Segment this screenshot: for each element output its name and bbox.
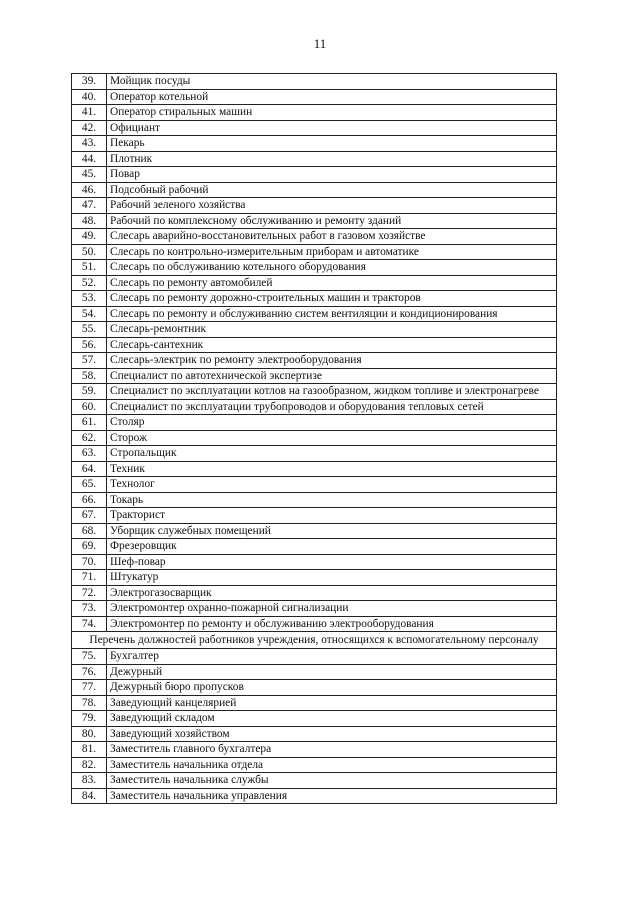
- table-row: [72, 446, 557, 462]
- table-row: [72, 757, 557, 773]
- table-row: [72, 399, 557, 415]
- position-title: Специалист по эксплуатации трубопроводов и оборудования тепловых сетей: [107, 399, 557, 415]
- position-title: Токарь: [107, 492, 557, 508]
- row-number: 60.: [72, 399, 107, 415]
- table-row: [72, 601, 557, 617]
- row-number: 58.: [72, 368, 107, 384]
- position-title: Пекарь: [107, 136, 557, 152]
- row-number: 69.: [72, 539, 107, 555]
- position-title: Тракторист: [107, 508, 557, 524]
- table-row: [72, 322, 557, 338]
- table-row: [72, 695, 557, 711]
- position-title: Слесарь-электрик по ремонту электрооборудования: [107, 353, 557, 369]
- table-row: [72, 337, 557, 353]
- position-title: Оператор стиральных машин: [107, 105, 557, 121]
- row-number: 75.: [72, 649, 107, 665]
- position-title: Слесарь по ремонту автомобилей: [107, 275, 557, 291]
- row-number: 71.: [72, 570, 107, 586]
- table-row: [72, 244, 557, 260]
- row-number: 76.: [72, 664, 107, 680]
- position-title: Заведующий канцелярией: [107, 695, 557, 711]
- table-row: [72, 726, 557, 742]
- section-heading: Перечень должностей работников учреждения, относящихся к вспомогательному персоналу: [72, 632, 557, 649]
- table-row: [72, 275, 557, 291]
- table-row: [72, 742, 557, 758]
- position-title: Техник: [107, 461, 557, 477]
- row-number: 80.: [72, 726, 107, 742]
- table-row: [72, 306, 557, 322]
- position-title: Заместитель начальника службы: [107, 773, 557, 789]
- table-row: [72, 711, 557, 727]
- table-row: [72, 74, 557, 90]
- section-heading-row: [72, 632, 557, 649]
- position-title: Столяр: [107, 415, 557, 431]
- table-row: [72, 554, 557, 570]
- table-row: [72, 368, 557, 384]
- table-row: [72, 353, 557, 369]
- position-title: Технолог: [107, 477, 557, 493]
- position-title: Электромонтер охранно-пожарной сигнализации: [107, 601, 557, 617]
- table-row: [72, 649, 557, 665]
- row-number: 54.: [72, 306, 107, 322]
- row-number: 70.: [72, 554, 107, 570]
- row-number: 45.: [72, 167, 107, 183]
- position-title: Стропальщик: [107, 446, 557, 462]
- row-number: 83.: [72, 773, 107, 789]
- table-row: [72, 384, 557, 400]
- row-number: 77.: [72, 680, 107, 696]
- table-row: [72, 492, 557, 508]
- table-row: [72, 508, 557, 524]
- table-row: [72, 539, 557, 555]
- table-row: [72, 151, 557, 167]
- position-title: Заместитель начальника управления: [107, 788, 557, 804]
- position-title: Рабочий зеленого хозяйства: [107, 198, 557, 214]
- table-row: [72, 664, 557, 680]
- row-number: 48.: [72, 213, 107, 229]
- table-row: [72, 167, 557, 183]
- position-title: Уборщик служебных помещений: [107, 523, 557, 539]
- row-number: 64.: [72, 461, 107, 477]
- position-title: Специалист по автотехнической экспертизе: [107, 368, 557, 384]
- row-number: 74.: [72, 616, 107, 632]
- table-row: [72, 570, 557, 586]
- row-number: 55.: [72, 322, 107, 338]
- table-row: [72, 291, 557, 307]
- table-row: [72, 477, 557, 493]
- table-row: [72, 120, 557, 136]
- row-number: 62.: [72, 430, 107, 446]
- table-row: [72, 260, 557, 276]
- position-title: Фрезеровщик: [107, 539, 557, 555]
- row-number: 79.: [72, 711, 107, 727]
- table-row: [72, 680, 557, 696]
- position-title: Электромонтер по ремонту и обслуживанию электрооборудования: [107, 616, 557, 632]
- position-title: Штукатур: [107, 570, 557, 586]
- position-title: Сторож: [107, 430, 557, 446]
- table-row: [72, 461, 557, 477]
- table-row: [72, 213, 557, 229]
- position-title: Слесарь по ремонту дорожно-строительных машин и тракторов: [107, 291, 557, 307]
- position-title: Бухгалтер: [107, 649, 557, 665]
- row-number: 67.: [72, 508, 107, 524]
- row-number: 46.: [72, 182, 107, 198]
- position-title: Слесарь аварийно-восстановительных работ в газовом хозяйстве: [107, 229, 557, 245]
- positions-list-main: [72, 74, 557, 632]
- row-number: 81.: [72, 742, 107, 758]
- position-title: Слесарь-ремонтник: [107, 322, 557, 338]
- row-number: 61.: [72, 415, 107, 431]
- position-title: Слесарь по ремонту и обслуживанию систем вентиляции и кондиционирования: [107, 306, 557, 322]
- row-number: 49.: [72, 229, 107, 245]
- position-title: Рабочий по комплексному обслуживанию и ремонту зданий: [107, 213, 557, 229]
- position-title: Слесарь-сантехник: [107, 337, 557, 353]
- position-title: Дежурный бюро пропусков: [107, 680, 557, 696]
- table-row: [72, 182, 557, 198]
- table-row: [72, 585, 557, 601]
- position-title: Плотник: [107, 151, 557, 167]
- row-number: 78.: [72, 695, 107, 711]
- table-row: [72, 198, 557, 214]
- row-number: 41.: [72, 105, 107, 121]
- table-row: [72, 788, 557, 804]
- table-row: [72, 105, 557, 121]
- position-title: Слесарь по контрольно-измерительным приборам и автоматике: [107, 244, 557, 260]
- row-number: 47.: [72, 198, 107, 214]
- table-row: [72, 430, 557, 446]
- row-number: 72.: [72, 585, 107, 601]
- table-row: [72, 89, 557, 105]
- page-number: 11: [313, 36, 327, 51]
- position-title: Электрогазосварщик: [107, 585, 557, 601]
- position-title: Заместитель главного бухгалтера: [107, 742, 557, 758]
- row-number: 57.: [72, 353, 107, 369]
- row-number: 43.: [72, 136, 107, 152]
- row-number: 65.: [72, 477, 107, 493]
- position-title: Подсобный рабочий: [107, 182, 557, 198]
- position-title: Официант: [107, 120, 557, 136]
- position-title: Мойщик посуды: [107, 74, 557, 90]
- position-title: Шеф-повар: [107, 554, 557, 570]
- position-title: Повар: [107, 167, 557, 183]
- positions-list-auxiliary: [72, 649, 557, 804]
- table-row: [72, 616, 557, 632]
- table-row: [72, 136, 557, 152]
- row-number: 66.: [72, 492, 107, 508]
- row-number: 56.: [72, 337, 107, 353]
- position-title: Дежурный: [107, 664, 557, 680]
- position-title: Оператор котельной: [107, 89, 557, 105]
- row-number: 63.: [72, 446, 107, 462]
- table-row: [72, 523, 557, 539]
- row-number: 40.: [72, 89, 107, 105]
- row-number: 50.: [72, 244, 107, 260]
- row-number: 59.: [72, 384, 107, 400]
- table-row: [72, 773, 557, 789]
- position-title: Специалист по эксплуатации котлов на газообразном, жидком топливе и электронагреве: [107, 384, 557, 400]
- section-heading-group: [72, 632, 557, 649]
- row-number: 68.: [72, 523, 107, 539]
- position-title: Заведующий складом: [107, 711, 557, 727]
- row-number: 44.: [72, 151, 107, 167]
- row-number: 53.: [72, 291, 107, 307]
- position-title: Заведующий хозяйством: [107, 726, 557, 742]
- row-number: 52.: [72, 275, 107, 291]
- row-number: 73.: [72, 601, 107, 617]
- row-number: 42.: [72, 120, 107, 136]
- positions-table: [71, 73, 557, 804]
- table-row: [72, 415, 557, 431]
- row-number: 39.: [72, 74, 107, 90]
- table-row: [72, 229, 557, 245]
- position-title: Заместитель начальника отдела: [107, 757, 557, 773]
- row-number: 84.: [72, 788, 107, 804]
- row-number: 82.: [72, 757, 107, 773]
- row-number: 51.: [72, 260, 107, 276]
- position-title: Слесарь по обслуживанию котельного оборудования: [107, 260, 557, 276]
